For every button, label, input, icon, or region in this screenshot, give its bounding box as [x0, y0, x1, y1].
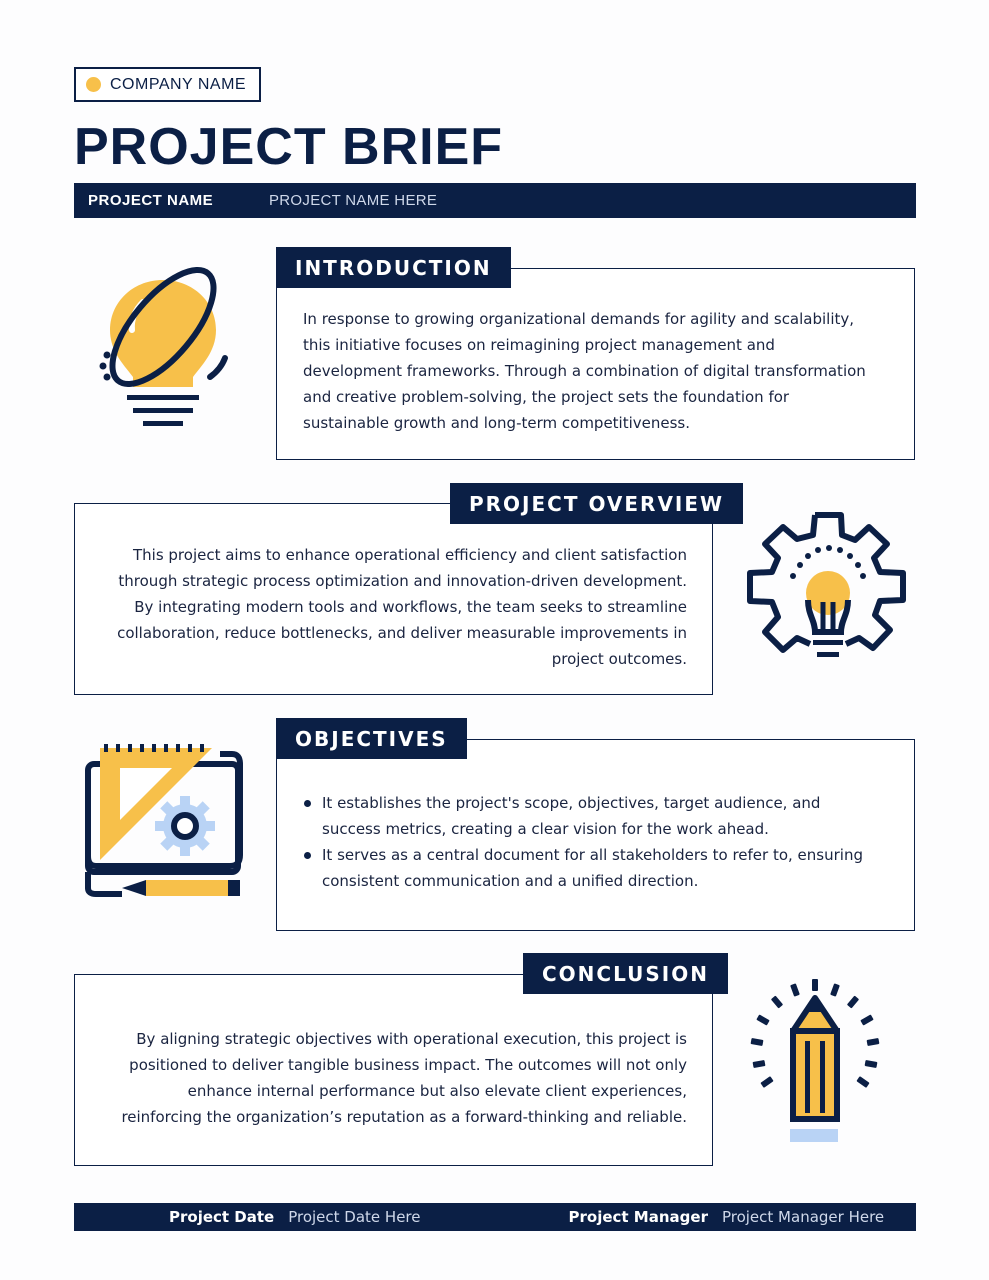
- project-manager-label: Project Manager: [568, 1208, 708, 1226]
- introduction-title: INTRODUCTION: [276, 247, 511, 288]
- company-name: COMPANY NAME: [110, 75, 247, 93]
- text-line: It establishes the project's scope, objectives, target audience, and: [322, 794, 821, 812]
- conclusion-text: [90, 1026, 687, 1130]
- text-line: success metrics, creating a clear vision for the work ahead.: [322, 820, 769, 838]
- objectives-list-wrap: [304, 790, 904, 894]
- objectives-title: OBJECTIVES: [276, 718, 467, 759]
- text-line: and creative problem-solving, the project sets the foundation for: [303, 388, 790, 406]
- project-manager-value: Project Manager Here: [721, 1208, 885, 1226]
- company-dot-icon: [86, 77, 101, 92]
- project-date-label: Project Date: [169, 1208, 275, 1226]
- overview-title: PROJECT OVERVIEW: [450, 483, 743, 524]
- pencil-icon: [750, 976, 880, 1146]
- conclusion-title: CONCLUSION: [523, 953, 728, 994]
- text-line: It serves as a central document for all stakeholders to refer to, ensuring: [322, 846, 863, 864]
- text-line: sustainable growth and long-term competitiveness.: [303, 414, 691, 432]
- lightbulb-orbit-icon: [95, 262, 235, 432]
- text-line: This project aims to enhance operational efficiency and client satisfaction: [132, 546, 687, 564]
- page-title: PROJECT BRIEF: [74, 118, 504, 176]
- company-badge: [74, 67, 261, 102]
- text-line: enhance internal performance but also elevate client experiences,: [187, 1082, 687, 1100]
- gear-lightbulb-icon: [745, 510, 911, 665]
- project-name-value: PROJECT NAME HERE: [269, 192, 438, 209]
- text-line: project outcomes.: [551, 650, 687, 668]
- list-item: [304, 842, 904, 894]
- text-line: development frameworks. Through a combination of digital transformation: [303, 362, 866, 380]
- overview-text: [90, 542, 687, 672]
- objectives-list: [304, 790, 904, 894]
- introduction-text: [303, 306, 903, 436]
- project-date-value: Project Date Here: [288, 1208, 421, 1226]
- blueprint-tools-icon: [82, 740, 247, 902]
- text-line: positioned to deliver tangible business impact. The outcomes will not only: [129, 1056, 687, 1074]
- text-line: reinforcing the organization’s reputation as a forward-thinking and reliable.: [121, 1108, 687, 1126]
- text-line: In response to growing organizational demands for agility and scalability,: [303, 310, 855, 328]
- text-line: By aligning strategic objectives with operational execution, this project is: [136, 1030, 687, 1048]
- text-line: By integrating modern tools and workflows, the team seeks to streamline: [134, 598, 687, 616]
- project-name-bar: [74, 183, 916, 218]
- text-line: collaboration, reduce bottlenecks, and deliver measurable improvements in: [117, 624, 687, 642]
- text-line: consistent communication and a unified direction.: [322, 872, 699, 890]
- text-line: through strategic process optimization and innovation-driven development.: [118, 572, 687, 590]
- project-name-label: PROJECT NAME: [88, 192, 214, 209]
- list-item: [304, 790, 904, 842]
- footer-bar: [74, 1203, 916, 1231]
- text-line: this initiative focuses on reimagining project management and: [303, 336, 775, 354]
